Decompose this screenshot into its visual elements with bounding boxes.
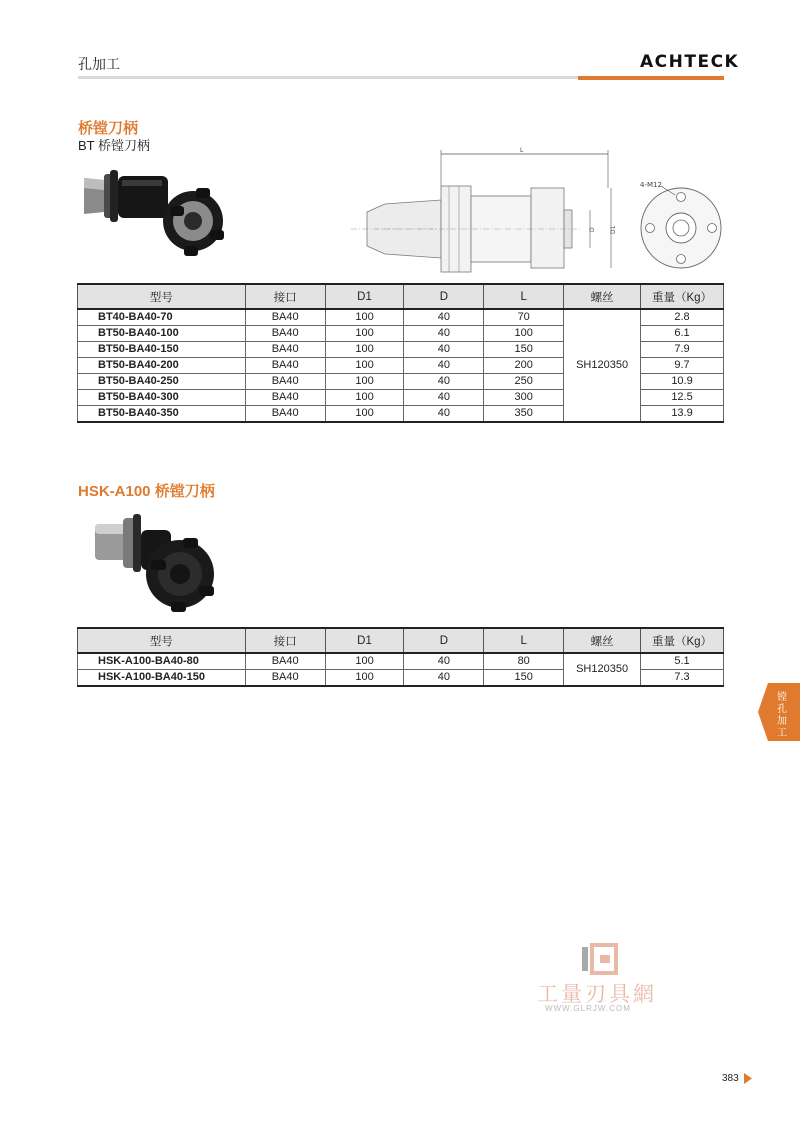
- cell-d1: 100: [325, 670, 404, 687]
- cell-model: HSK-A100-BA40-150: [78, 670, 246, 687]
- cell-model: BT40-BA40-70: [78, 309, 246, 326]
- cell-d1: 100: [325, 653, 404, 670]
- cell-model: BT50-BA40-100: [78, 326, 246, 342]
- table-header-row: [78, 628, 724, 653]
- cell-d: 40: [404, 309, 484, 326]
- cell-d1: 100: [325, 326, 404, 342]
- cell-model: BT50-BA40-250: [78, 374, 246, 390]
- cell-l: 150: [484, 670, 564, 687]
- bt-product-photo: [78, 166, 238, 276]
- cell-model: BT50-BA40-150: [78, 342, 246, 358]
- cell-weight: 6.1: [641, 326, 724, 342]
- cell-screw: SH120350: [564, 653, 641, 686]
- dim-d-label: D: [589, 227, 596, 232]
- table-row: [78, 309, 724, 326]
- cell-model: BT50-BA40-300: [78, 390, 246, 406]
- col-interface: 接口: [245, 284, 325, 309]
- dim-d1-label: D1: [610, 225, 617, 234]
- header-divider-accent: [578, 76, 724, 80]
- bt-section-title: 桥镗刀柄: [78, 120, 139, 137]
- cell-model: BT50-BA40-200: [78, 358, 246, 374]
- col-weight: 重量（Kg）: [641, 284, 724, 309]
- cell-l: 200: [484, 358, 564, 374]
- cell-d: 40: [404, 326, 484, 342]
- col-interface: 接口: [245, 628, 325, 653]
- col-weight: 重量（Kg）: [641, 628, 724, 653]
- table-header-row: [78, 284, 724, 309]
- bt-spec-table: [77, 283, 724, 423]
- watermark-logo: [580, 943, 620, 977]
- col-d: D: [404, 628, 484, 653]
- cell-d1: 100: [325, 342, 404, 358]
- cell-l: 70: [484, 309, 564, 326]
- cell-d: 40: [404, 406, 484, 423]
- cell-d1: 100: [325, 358, 404, 374]
- cell-interface: BA40: [245, 309, 325, 326]
- cell-interface: BA40: [245, 326, 325, 342]
- cell-d1: 100: [325, 374, 404, 390]
- cell-model: BT50-BA40-350: [78, 406, 246, 423]
- col-screw: 螺丝: [564, 628, 641, 653]
- cell-d: 40: [404, 374, 484, 390]
- cell-l: 250: [484, 374, 564, 390]
- cell-d1: 100: [325, 390, 404, 406]
- cell-l: 300: [484, 390, 564, 406]
- cell-screw: SH120350: [564, 309, 641, 422]
- cell-d: 40: [404, 342, 484, 358]
- col-d: D: [404, 284, 484, 309]
- cell-weight: 13.9: [641, 406, 724, 423]
- cell-d: 40: [404, 390, 484, 406]
- table-row: [78, 653, 724, 670]
- bt-section-subtitle: BT 桥镗刀柄: [78, 138, 150, 153]
- col-model: 型号: [78, 284, 246, 309]
- page-arrow-icon: [744, 1073, 752, 1084]
- cell-weight: 2.8: [641, 309, 724, 326]
- cell-interface: BA40: [245, 342, 325, 358]
- cell-weight: 7.3: [641, 670, 724, 687]
- watermark-url: WWW.GLRJW.COM: [545, 1004, 631, 1013]
- cell-d: 40: [404, 670, 484, 687]
- col-l: L: [484, 284, 564, 309]
- bolt-callout: 4-M12: [640, 181, 662, 189]
- hsk-product-photo: [85, 502, 235, 622]
- bt-technical-drawing: [345, 140, 745, 275]
- brand-logo: ACHTECK: [640, 52, 740, 72]
- cell-weight: 10.9: [641, 374, 724, 390]
- cell-interface: BA40: [245, 390, 325, 406]
- cell-d: 40: [404, 653, 484, 670]
- col-l: L: [484, 628, 564, 653]
- section-title: 孔加工: [78, 56, 120, 72]
- cell-weight: 5.1: [641, 653, 724, 670]
- cell-d1: 100: [325, 406, 404, 423]
- cell-interface: BA40: [245, 358, 325, 374]
- side-tab-label: 镗孔加工: [777, 692, 787, 739]
- watermark-text: 工量刃具網: [537, 982, 657, 1006]
- cell-model: HSK-A100-BA40-80: [78, 653, 246, 670]
- col-d1: D1: [325, 284, 404, 309]
- cell-d1: 100: [325, 309, 404, 326]
- hsk-spec-table: [77, 627, 724, 687]
- col-model: 型号: [78, 628, 246, 653]
- cell-d: 40: [404, 358, 484, 374]
- cell-l: 150: [484, 342, 564, 358]
- page-number: 383: [722, 1073, 739, 1084]
- cell-weight: 12.5: [641, 390, 724, 406]
- cell-weight: 7.9: [641, 342, 724, 358]
- cell-interface: BA40: [245, 374, 325, 390]
- cell-weight: 9.7: [641, 358, 724, 374]
- dim-l-label: L: [520, 147, 524, 154]
- cell-interface: BA40: [245, 670, 325, 687]
- cell-l: 80: [484, 653, 564, 670]
- cell-interface: BA40: [245, 406, 325, 423]
- cell-l: 100: [484, 326, 564, 342]
- hsk-section-title: HSK-A100 桥镗刀柄: [78, 483, 215, 500]
- col-screw: 螺丝: [564, 284, 641, 309]
- cell-interface: BA40: [245, 653, 325, 670]
- col-d1: D1: [325, 628, 404, 653]
- cell-l: 350: [484, 406, 564, 423]
